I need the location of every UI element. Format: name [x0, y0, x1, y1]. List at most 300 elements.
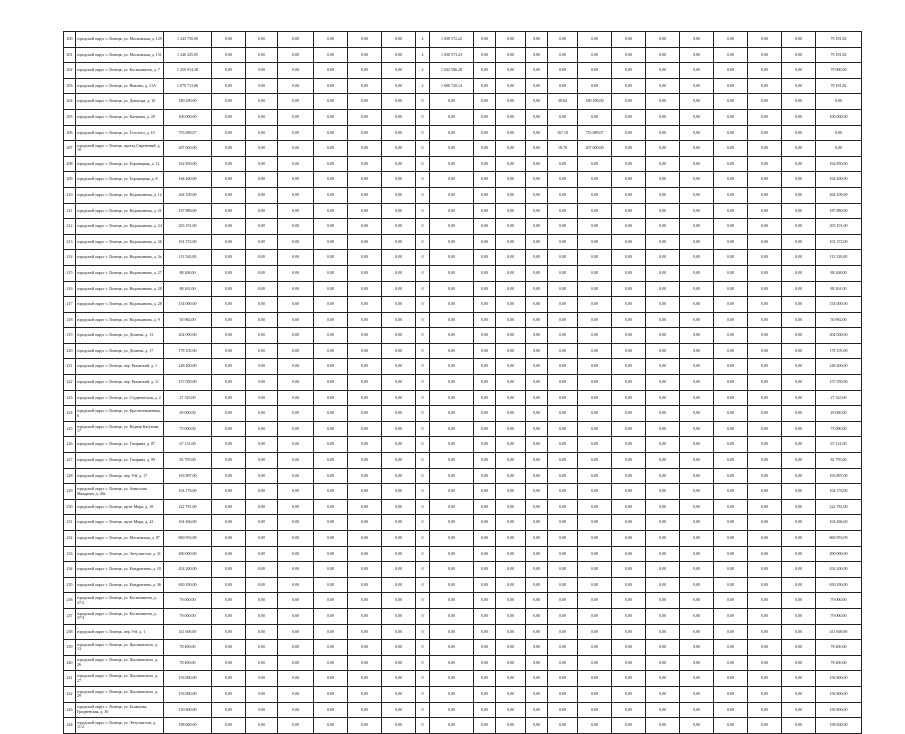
address-cell: городской округ г. Липецк, ул. Московская, д. 129 [76, 32, 164, 48]
value-cell: 0,00 [714, 94, 748, 110]
value-cell: 0,00 [714, 718, 748, 734]
value-cell: 0,00 [612, 640, 646, 656]
value-cell: 0,00 [748, 141, 782, 157]
value-cell: 0,00 [612, 562, 646, 578]
row-number: 204 [64, 94, 76, 110]
area-cell: 0,00 [548, 359, 578, 375]
value-cell: 0,00 [680, 234, 714, 250]
value-cell: 0,00 [612, 281, 646, 297]
total-cost-cell: 79 000,00 [164, 593, 212, 609]
other-cost-cell: 650 290,00 [816, 577, 862, 593]
value-cell: 0,00 [748, 718, 782, 734]
value-cell: 0,00 [246, 406, 278, 422]
value-cell: 0,00 [526, 156, 548, 172]
value-cell: 0,00 [212, 453, 246, 469]
value-cell: 0,00 [382, 32, 416, 48]
value-cell: 0,00 [496, 686, 526, 702]
value-cell: 0,00 [314, 608, 348, 624]
total-cost-cell: 490 000,00 [164, 546, 212, 562]
other-cost-cell: 104 466,00 [816, 515, 862, 531]
value-cell: 0,00 [714, 219, 748, 235]
value-cell: 0,00 [680, 515, 714, 531]
value-cell: 0,00 [474, 156, 496, 172]
value-cell: 0,00 [748, 281, 782, 297]
address-cell: городской округ г. Липецк, ул. Космонавтов, д. 37/3 [76, 608, 164, 624]
value-cell: 0,00 [646, 94, 680, 110]
total-cost-cell: 187 880,00 [164, 203, 212, 219]
value-cell: 0,00 [278, 156, 314, 172]
value-cell: 0,00 [474, 437, 496, 453]
value-cell: 0,00 [782, 421, 816, 437]
value-cell: 0,00 [646, 359, 680, 375]
other-cost-cell: 78 400,00 [816, 655, 862, 671]
other-cost-cell: 106 000,00 [816, 109, 862, 125]
table-row [64, 640, 862, 656]
total-cost-cell: 1 250 914,38 [164, 63, 212, 79]
value-cell: 0,00 [612, 608, 646, 624]
value-cell: 0,00 [680, 125, 714, 141]
value-cell: 0,00 [612, 686, 646, 702]
value-cell: 0,00 [278, 655, 314, 671]
row-number: 212 [64, 219, 76, 235]
facade-cost-cell: 0,00 [578, 328, 612, 344]
value-cell: 0,00 [646, 686, 680, 702]
value-cell: 0,00 [680, 406, 714, 422]
other-cost-cell: 82 795,00 [816, 453, 862, 469]
value-cell: 0,00 [526, 297, 548, 313]
facade-cost-cell: 0,00 [578, 250, 612, 266]
value-cell: 0,00 [246, 94, 278, 110]
value-cell: 0,00 [496, 671, 526, 687]
value-cell: 0,00 [646, 421, 680, 437]
value-cell: 0,00 [212, 265, 246, 281]
value-cell: 0,00 [496, 234, 526, 250]
value-cell: 0,00 [714, 406, 748, 422]
value-cell: 0,00 [526, 531, 548, 547]
table-row [64, 47, 862, 63]
value-cell: 0,00 [782, 468, 816, 484]
total-cost-cell: 106 000,00 [164, 109, 212, 125]
roof-cost-cell: 0,00 [430, 281, 474, 297]
value-cell: 0,00 [646, 390, 680, 406]
value-cell: 0,00 [314, 219, 348, 235]
value-cell: 0,00 [680, 655, 714, 671]
value-cell: 0,00 [382, 219, 416, 235]
address-cell: городской округ г. Липецк, пер. Рязанский, д. 11 [76, 375, 164, 391]
facade-cost-cell: 0,00 [578, 406, 612, 422]
value-cell: 0,00 [314, 624, 348, 640]
value-cell: 0,00 [748, 437, 782, 453]
address-cell: городской округ г. Липецк, ул. Студенческая, д. 2 [76, 390, 164, 406]
address-cell: городской округ г. Липецк, ул. Кондратьева, д. 10 [76, 562, 164, 578]
count-cell: 0 [416, 390, 430, 406]
value-cell: 0,00 [246, 343, 278, 359]
roof-cost-cell: 1 038 572,22 [430, 32, 474, 48]
value-cell: 0,00 [314, 718, 348, 734]
count-cell: 0 [416, 671, 430, 687]
value-cell: 0,00 [278, 125, 314, 141]
value-cell: 0,00 [714, 234, 748, 250]
value-cell: 0,00 [646, 156, 680, 172]
value-cell: 0,00 [680, 32, 714, 48]
table-row [64, 562, 862, 578]
value-cell: 0,00 [714, 468, 748, 484]
value-cell: 0,00 [680, 453, 714, 469]
area-cell: 0,00 [548, 671, 578, 687]
value-cell: 0,00 [612, 577, 646, 593]
address-cell: городской округ г. Липецк, ул. Водопьянова, д. 24 [76, 219, 164, 235]
value-cell: 0,00 [782, 437, 816, 453]
value-cell: 0,00 [382, 437, 416, 453]
value-cell: 0,00 [496, 655, 526, 671]
value-cell: 0,00 [348, 234, 382, 250]
roof-cost-cell: 0,00 [430, 187, 474, 203]
value-cell: 0,00 [474, 250, 496, 266]
value-cell: 0,00 [212, 686, 246, 702]
value-cell: 0,00 [496, 484, 526, 500]
roof-cost-cell: 0,00 [430, 671, 474, 687]
value-cell: 0,00 [212, 219, 246, 235]
value-cell: 0,00 [680, 219, 714, 235]
value-cell: 0,00 [646, 234, 680, 250]
value-cell: 0,00 [474, 640, 496, 656]
roof-cost-cell: 0,00 [430, 406, 474, 422]
value-cell: 0,00 [314, 531, 348, 547]
value-cell: 0,00 [612, 312, 646, 328]
value-cell: 0,00 [496, 63, 526, 79]
total-cost-cell: 411 600,00 [164, 624, 212, 640]
address-cell: городской округ г. Липецк, ул. Водопьянова, д. 28 [76, 281, 164, 297]
value-cell: 0,00 [382, 624, 416, 640]
value-cell: 0,00 [212, 141, 246, 157]
other-cost-cell: 163 897,00 [816, 468, 862, 484]
facade-cost-cell: 0,00 [578, 203, 612, 219]
value-cell: 0,00 [382, 328, 416, 344]
count-cell: 0 [416, 453, 430, 469]
value-cell: 0,00 [348, 219, 382, 235]
roof-cost-cell: 1 000 720,14 [430, 78, 474, 94]
value-cell: 0,00 [474, 453, 496, 469]
table-row [64, 32, 862, 48]
value-cell: 0,00 [782, 141, 816, 157]
roof-cost-cell: 0,00 [430, 453, 474, 469]
value-cell: 0,00 [382, 499, 416, 515]
value-cell: 0,00 [278, 702, 314, 718]
count-cell: 0 [416, 655, 430, 671]
row-number: 200 [64, 32, 76, 48]
address-cell: городской округ г. Липецк, ул. Водная Катукова, 17 [76, 421, 164, 437]
value-cell: 0,00 [714, 671, 748, 687]
value-cell: 0,00 [382, 203, 416, 219]
facade-cost-cell: 0,00 [578, 265, 612, 281]
value-cell: 0,00 [314, 484, 348, 500]
value-cell: 0,00 [782, 640, 816, 656]
value-cell: 0,00 [748, 359, 782, 375]
table-row [64, 577, 862, 593]
value-cell: 0,00 [748, 562, 782, 578]
facade-cost-cell: 0,00 [578, 453, 612, 469]
value-cell: 0,00 [278, 406, 314, 422]
area-cell: 0,00 [548, 250, 578, 266]
value-cell: 0,00 [474, 546, 496, 562]
value-cell: 0,00 [246, 562, 278, 578]
value-cell: 0,00 [382, 577, 416, 593]
value-cell: 0,00 [748, 187, 782, 203]
value-cell: 0,00 [314, 187, 348, 203]
roof-cost-cell: 0,00 [430, 593, 474, 609]
value-cell: 0,00 [526, 94, 548, 110]
count-cell: 0 [416, 702, 430, 718]
value-cell: 0,00 [646, 546, 680, 562]
value-cell: 0,00 [748, 47, 782, 63]
value-cell: 0,00 [526, 312, 548, 328]
value-cell: 0,00 [314, 546, 348, 562]
area-cell: 0,00 [548, 297, 578, 313]
other-cost-cell: 79 181,82 [816, 78, 862, 94]
roof-cost-cell: 0,00 [430, 343, 474, 359]
value-cell: 0,00 [474, 203, 496, 219]
value-cell: 0,00 [782, 484, 816, 500]
total-cost-cell: 27 325,00 [164, 390, 212, 406]
value-cell: 0,00 [348, 94, 382, 110]
value-cell: 0,00 [748, 63, 782, 79]
row-number: 233 [64, 546, 76, 562]
value-cell: 0,00 [348, 655, 382, 671]
table-row [64, 686, 862, 702]
roof-cost-cell: 0,00 [430, 172, 474, 188]
value-cell: 0,00 [246, 250, 278, 266]
other-cost-cell: 162 850,00 [816, 156, 862, 172]
value-cell: 0,00 [612, 531, 646, 547]
value-cell: 0,00 [714, 562, 748, 578]
facade-cost-cell: 0,00 [578, 702, 612, 718]
data-table [63, 31, 862, 734]
value-cell: 0,00 [212, 125, 246, 141]
address-cell: городской округ г. Липецк, ул. Московская, д. 87 [76, 531, 164, 547]
roof-cost-cell: 0,00 [430, 437, 474, 453]
value-cell: 0,00 [680, 686, 714, 702]
value-cell: 0,00 [314, 125, 348, 141]
area-cell: 0,00 [548, 531, 578, 547]
value-cell: 0,00 [212, 359, 246, 375]
value-cell: 0,00 [646, 265, 680, 281]
count-cell: 0 [416, 281, 430, 297]
value-cell: 0,00 [382, 531, 416, 547]
total-cost-cell: 78 400,00 [164, 655, 212, 671]
value-cell: 0,00 [680, 375, 714, 391]
value-cell: 0,00 [246, 671, 278, 687]
value-cell: 0,00 [680, 94, 714, 110]
other-cost-cell: 88 261,00 [816, 281, 862, 297]
value-cell: 0,00 [748, 32, 782, 48]
value-cell: 0,00 [212, 47, 246, 63]
value-cell: 0,00 [526, 593, 548, 609]
value-cell: 0,00 [748, 702, 782, 718]
value-cell: 0,00 [382, 234, 416, 250]
value-cell: 0,00 [474, 359, 496, 375]
value-cell: 0,00 [382, 94, 416, 110]
row-number: 218 [64, 312, 76, 328]
address-cell: городской округ г. Липецк, ул. Энтузиастов, д. 11/2 [76, 718, 164, 734]
value-cell: 0,00 [314, 702, 348, 718]
value-cell: 0,00 [496, 640, 526, 656]
facade-cost-cell: 207 600,00 [578, 141, 612, 157]
value-cell: 0,00 [612, 468, 646, 484]
value-cell: 0,00 [646, 624, 680, 640]
value-cell: 0,00 [348, 390, 382, 406]
value-cell: 0,00 [348, 484, 382, 500]
value-cell: 0,00 [314, 47, 348, 63]
value-cell: 0,00 [382, 375, 416, 391]
other-cost-cell: 88 268,00 [816, 265, 862, 281]
roof-cost-cell: 0,00 [430, 655, 474, 671]
count-cell: 0 [416, 141, 430, 157]
value-cell: 0,00 [680, 593, 714, 609]
value-cell: 0,00 [782, 671, 816, 687]
roof-cost-cell: 1 038 573,23 [430, 47, 474, 63]
count-cell: 0 [416, 406, 430, 422]
value-cell: 0,00 [246, 593, 278, 609]
value-cell: 0,00 [680, 265, 714, 281]
row-number: 219 [64, 328, 76, 344]
value-cell: 0,00 [714, 47, 748, 63]
value-cell: 0,00 [748, 421, 782, 437]
value-cell: 0,00 [212, 437, 246, 453]
row-number: 205 [64, 109, 76, 125]
total-cost-cell: 104 466,00 [164, 515, 212, 531]
value-cell: 0,00 [278, 453, 314, 469]
value-cell: 0,00 [278, 297, 314, 313]
value-cell: 0,00 [278, 390, 314, 406]
table-row [64, 499, 862, 515]
value-cell: 0,00 [496, 203, 526, 219]
value-cell: 0,00 [314, 141, 348, 157]
value-cell: 0,00 [212, 390, 246, 406]
facade-cost-cell: 0,00 [578, 187, 612, 203]
value-cell: 0,00 [382, 172, 416, 188]
value-cell: 0,00 [382, 702, 416, 718]
other-cost-cell: 50 982,00 [816, 312, 862, 328]
value-cell: 0,00 [782, 718, 816, 734]
value-cell: 0,00 [348, 468, 382, 484]
roof-cost-cell: 0,00 [430, 359, 474, 375]
value-cell: 0,00 [212, 577, 246, 593]
value-cell: 0,00 [348, 406, 382, 422]
value-cell: 0,00 [782, 577, 816, 593]
total-cost-cell: 75 000,00 [164, 421, 212, 437]
value-cell: 0,00 [612, 234, 646, 250]
table-row [64, 531, 862, 547]
value-cell: 0,00 [314, 78, 348, 94]
value-cell: 0,00 [246, 172, 278, 188]
value-cell: 0,00 [748, 671, 782, 687]
value-cell: 0,00 [314, 109, 348, 125]
value-cell: 0,00 [646, 640, 680, 656]
value-cell: 0,00 [348, 47, 382, 63]
address-cell: городской округ г. Липецк, ул. Доватора, д. 10 [76, 94, 164, 110]
value-cell: 0,00 [526, 328, 548, 344]
total-cost-cell: 203 191,00 [164, 219, 212, 235]
facade-cost-cell: 0,00 [578, 32, 612, 48]
value-cell: 0,00 [474, 702, 496, 718]
area-cell: 0,00 [548, 156, 578, 172]
value-cell: 0,00 [526, 608, 548, 624]
value-cell: 0,00 [314, 359, 348, 375]
value-cell: 0,00 [496, 546, 526, 562]
value-cell: 0,00 [382, 281, 416, 297]
value-cell: 0,00 [496, 515, 526, 531]
value-cell: 0,00 [496, 608, 526, 624]
value-cell: 0,00 [212, 156, 246, 172]
value-cell: 0,00 [246, 484, 278, 500]
value-cell: 0,00 [278, 265, 314, 281]
value-cell: 0,00 [714, 608, 748, 624]
address-cell: городской округ г. Липецк, ул. Катукова, д. 20 [76, 109, 164, 125]
row-number: 214 [64, 250, 76, 266]
value-cell: 0,00 [212, 234, 246, 250]
value-cell: 0,00 [612, 437, 646, 453]
count-cell: 0 [416, 94, 430, 110]
value-cell: 0,00 [212, 109, 246, 125]
value-cell: 0,00 [612, 187, 646, 203]
facade-cost-cell: 0,00 [578, 640, 612, 656]
value-cell: 0,00 [348, 624, 382, 640]
address-cell: городской округ г. Липецк, ул. Космонавтов, д. 7 [76, 63, 164, 79]
total-cost-cell: 222 781,00 [164, 499, 212, 515]
table-row [64, 141, 862, 157]
count-cell: 0 [416, 328, 430, 344]
value-cell: 0,00 [246, 686, 278, 702]
total-cost-cell: 78 400,00 [164, 640, 212, 656]
total-cost-cell: 156 800,00 [164, 671, 212, 687]
value-cell: 0,00 [496, 297, 526, 313]
facade-cost-cell: 0,00 [578, 515, 612, 531]
value-cell: 0,00 [278, 250, 314, 266]
value-cell: 0,00 [526, 671, 548, 687]
value-cell: 0,00 [348, 608, 382, 624]
value-cell: 0,00 [474, 47, 496, 63]
area-cell: 0,00 [548, 234, 578, 250]
value-cell: 0,00 [714, 359, 748, 375]
row-number: 229 [64, 484, 76, 500]
count-cell: 0 [416, 640, 430, 656]
value-cell: 0,00 [612, 172, 646, 188]
value-cell: 0,00 [748, 531, 782, 547]
value-cell: 0,00 [474, 624, 496, 640]
table-row [64, 655, 862, 671]
facade-cost-cell: 0,00 [578, 499, 612, 515]
value-cell: 0,00 [246, 187, 278, 203]
value-cell: 0,00 [782, 63, 816, 79]
roof-cost-cell: 0,00 [430, 109, 474, 125]
value-cell: 0,00 [748, 172, 782, 188]
other-cost-cell: 157 050,00 [816, 375, 862, 391]
count-cell: 0 [416, 421, 430, 437]
other-cost-cell: 79 000,00 [816, 63, 862, 79]
table-row [64, 109, 862, 125]
other-cost-cell: 264 109,00 [816, 187, 862, 203]
area-cell: 0,00 [548, 47, 578, 63]
address-cell: городской округ г. Липецк, пер. 9-й, д. 17 [76, 468, 164, 484]
value-cell: 0,00 [348, 78, 382, 94]
value-cell: 0,00 [714, 32, 748, 48]
value-cell: 0,00 [212, 624, 246, 640]
value-cell: 0,00 [782, 655, 816, 671]
value-cell: 0,00 [212, 406, 246, 422]
other-cost-cell: 164 400,00 [816, 172, 862, 188]
value-cell: 0,00 [526, 577, 548, 593]
value-cell: 0,00 [474, 343, 496, 359]
